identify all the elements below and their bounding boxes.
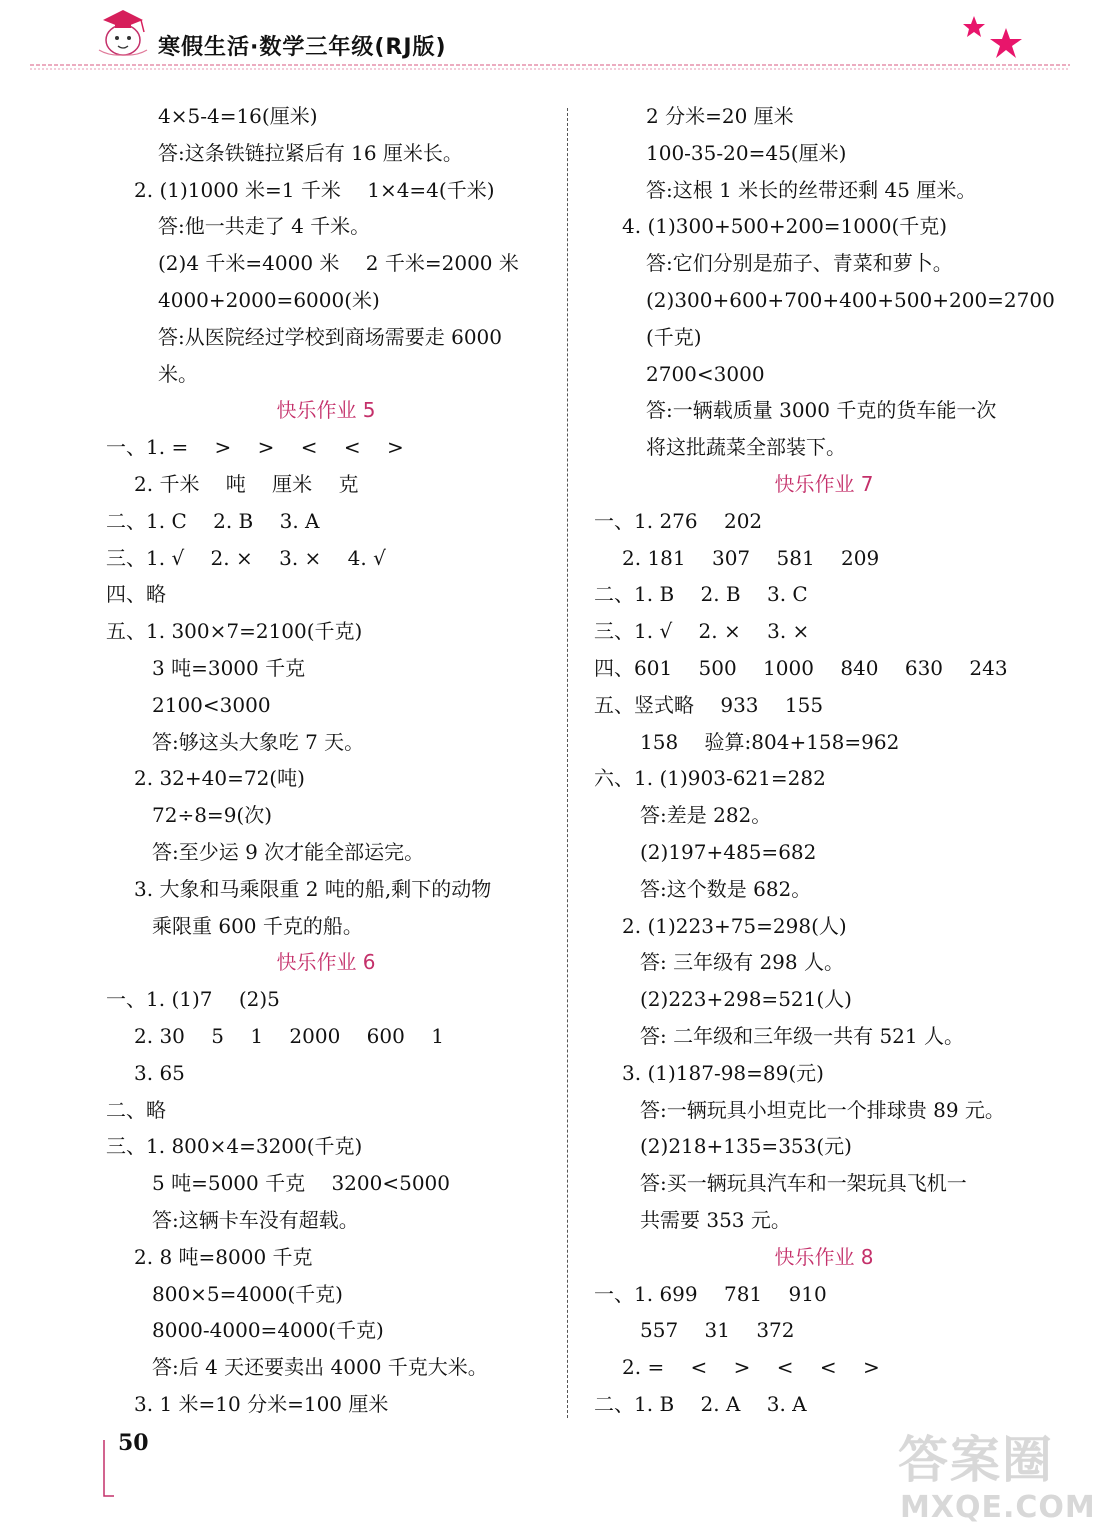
text-line: 3. (1)187-98=89(元) [622, 1060, 824, 1085]
text-line: 三、1. √ 2. × 3. × [594, 619, 810, 644]
text-line: 二、1. B 2. B 3. C [594, 582, 808, 607]
text-line: 二、略 [106, 1097, 166, 1122]
left-column [106, 98, 546, 1423]
column-divider [567, 108, 568, 1418]
page-corner-mark [100, 1440, 114, 1500]
text-line: 答:他一共走了 4 千米。 [158, 214, 371, 239]
text-line: 答:这辆卡车没有超载。 [152, 1207, 359, 1232]
text-line: 4. (1)300+500+200=1000(千克) [622, 214, 948, 239]
text-line: 答:它们分别是茄子、青菜和萝卜。 [646, 251, 953, 276]
text-line: (2)4 千米=4000 米 2 千米=2000 米 [158, 251, 519, 276]
text-line: 2100<3000 [152, 692, 271, 717]
watermark-url: MXQE.COM [900, 1490, 1096, 1525]
text-line: 答: 三年级有 298 人。 [640, 950, 844, 975]
text-line: 答:这条铁链拉紧后有 16 厘米长。 [158, 140, 463, 165]
page-header [0, 0, 1070, 80]
text-line: 将这批蔬菜全部装下。 [646, 435, 846, 460]
text-line: 答:够这头大象吃 7 天。 [152, 729, 365, 754]
text-line: 2. = < > < < > [622, 1355, 880, 1380]
text-line: 4000+2000=6000(米) [158, 287, 380, 312]
stars-icon [960, 14, 1030, 60]
text-line: 4×5-4=16(厘米) [158, 104, 318, 128]
text-line: 答:买一辆玩具汽车和一架玩具飞机一 [640, 1171, 967, 1196]
text-line: 8000-4000=4000(千克) [152, 1318, 384, 1343]
text-line: 2. 32+40=72(吨) [134, 766, 305, 791]
text-line: (2)223+298=521(人) [640, 987, 852, 1012]
text-line: 答:一辆载质量 3000 千克的货车能一次 [646, 398, 997, 423]
text-line: (2)197+485=682 [640, 839, 817, 864]
header-title: 寒假生活·数学三年级(RJ版) [158, 35, 447, 60]
text-line: 三、1. 800×4=3200(千克) [106, 1134, 363, 1159]
mascot-graduate-icon [95, 6, 151, 58]
section-heading: 快乐作业 8 [774, 1244, 874, 1269]
text-line: 米。 [158, 361, 198, 386]
text-line: (千克) [646, 324, 702, 349]
watermark-logo-text: 答案圈 [898, 1431, 1054, 1489]
section-heading: 快乐作业 5 [276, 398, 376, 423]
watermark [898, 1420, 1096, 1530]
text-line: 四、601 500 1000 840 630 243 [594, 655, 1008, 680]
text-line: 5 吨=5000 千克 3200<5000 [152, 1171, 451, 1196]
page-number: 50 [118, 1430, 149, 1456]
text-line: 五、竖式略 933 155 [594, 692, 824, 717]
text-line: 五、1. 300×7=2100(千克) [106, 619, 363, 644]
text-line: 二、1. B 2. A 3. A [594, 1391, 807, 1416]
text-line: 共需要 353 元。 [640, 1207, 791, 1232]
text-line: 2. 千米 吨 厘米 克 [134, 471, 359, 496]
text-line: 3 吨=3000 千克 [152, 655, 306, 680]
text-line: 2. 8 吨=8000 千克 [134, 1244, 313, 1269]
text-line: 四、略 [106, 582, 166, 607]
text-line: 二、1. C 2. B 3. A [106, 508, 320, 533]
text-line: 三、1. √ 2. × 3. × 4. √ [106, 545, 386, 570]
text-line: 六、1. (1)903-621=282 [594, 766, 826, 791]
text-line: 72÷8=9(次) [152, 803, 273, 828]
text-line: (2)218+135=353(元) [640, 1134, 852, 1159]
text-line: (2)300+600+700+400+500+200=2700 [646, 287, 1055, 312]
text-line: 2 分米=20 厘米 [646, 104, 794, 128]
right-column [594, 98, 1054, 1423]
text-line: 2700<3000 [646, 361, 765, 386]
text-line: 800×5=4000(千克) [152, 1281, 343, 1306]
text-line: 答:至少运 9 次才能全部运完。 [152, 839, 425, 864]
text-line: 3. 1 米=10 分米=100 厘米 [134, 1391, 389, 1416]
text-line: 3. 65 [134, 1060, 185, 1085]
text-line: 2. (1)223+75=298(人) [622, 913, 847, 938]
text-line: 答:从医院经过学校到商场需要走 6000 [158, 324, 502, 349]
text-line: 一、1. 276 202 [594, 508, 763, 533]
text-line: 答:后 4 天还要卖出 4000 千克大米。 [152, 1355, 488, 1380]
text-line: 答:差是 282。 [640, 803, 772, 828]
text-line: 答:这根 1 米长的丝带还剩 45 厘米。 [646, 177, 977, 202]
text-line: 一、1. = > > < < > [106, 435, 404, 460]
text-line: 2. (1)1000 米=1 千米 1×4=4(千米) [134, 177, 495, 202]
text-line: 答:一辆玩具小坦克比一个排球贵 89 元。 [640, 1097, 1005, 1122]
section-heading: 快乐作业 6 [276, 950, 376, 975]
text-line: 557 31 372 [640, 1318, 795, 1343]
text-line: 答:这个数是 682。 [640, 876, 812, 901]
text-line: 答: 二年级和三年级一共有 521 人。 [640, 1023, 964, 1048]
text-line: 一、1. 699 781 910 [594, 1281, 827, 1306]
header-divider [30, 62, 1070, 72]
text-line: 一、1. (1)7 (2)5 [106, 987, 280, 1012]
text-line: 2. 181 307 581 209 [622, 545, 880, 570]
text-line: 100-35-20=45(厘米) [646, 140, 847, 165]
section-heading: 快乐作业 7 [774, 471, 874, 496]
text-line: 158 验算:804+158=962 [640, 729, 900, 754]
text-line: 2. 30 5 1 2000 600 1 [134, 1023, 444, 1048]
text-line: 乘限重 600 千克的船。 [152, 913, 363, 938]
text-line: 3. 大象和马乘限重 2 吨的船,剩下的动物 [134, 876, 492, 901]
